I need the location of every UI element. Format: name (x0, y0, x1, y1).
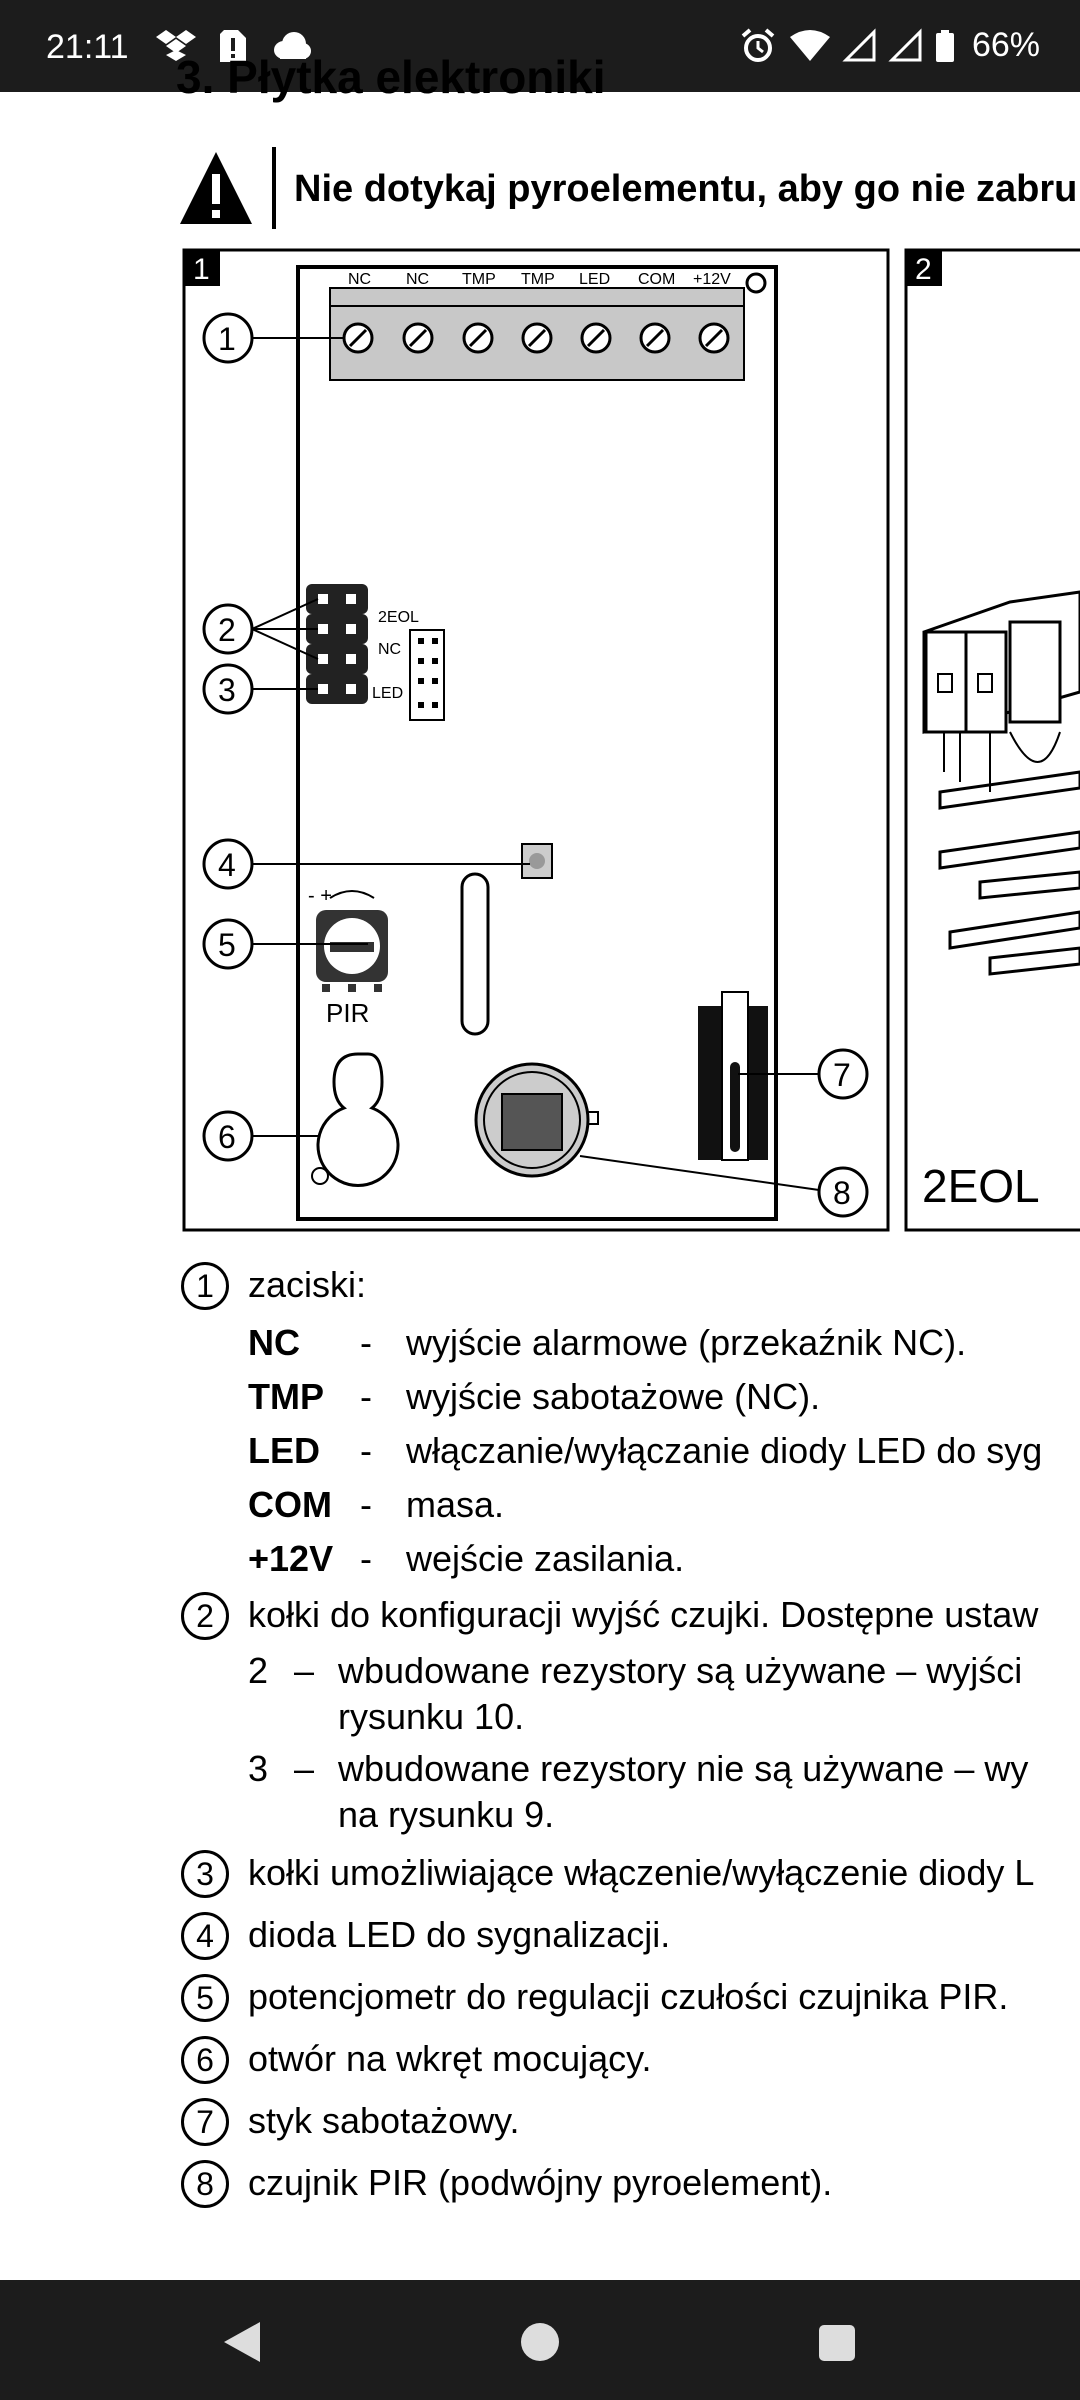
legend-item-led-diode: dioda LED do sygnalizacji. (248, 1914, 671, 1955)
legend-item-pir-sensor: czujnik PIR (podwójny pyroelement). (248, 2162, 833, 2203)
legend-number: 3 (181, 1850, 229, 1898)
terminal-label-nc2: NC (406, 271, 430, 288)
term-com-desc: masa. (406, 1484, 505, 1525)
term-12v: +12V (248, 1538, 334, 1579)
term-dash: - (360, 1376, 372, 1417)
wifi-icon (790, 29, 830, 63)
figure2-label: 2 (915, 253, 932, 286)
section-heading: 3. Płytka elektroniki (176, 51, 606, 103)
terminal-label-tmp1: TMP (462, 271, 496, 288)
jumper-label-nc: NC (378, 641, 402, 658)
figure2-caption: 2EOL (922, 1160, 1040, 1212)
terminal-label-com: COM (638, 271, 676, 288)
terminal-label-tmp2: TMP (521, 271, 555, 288)
callout-2: 2 (218, 612, 236, 648)
figure1-label: 1 (193, 253, 210, 286)
sub-number: 3 (248, 1748, 269, 1789)
back-icon[interactable] (222, 2320, 262, 2364)
sub-dash: – (294, 1748, 315, 1789)
legend-number: 4 (181, 1912, 229, 1960)
term-tmp-desc: wyjście sabotażowe (NC). (406, 1376, 821, 1417)
sub-item-resistors-not-used: wbudowane rezystory nie są używane – wy (338, 1748, 1029, 1789)
callout-3: 3 (218, 672, 236, 708)
warning-text: Nie dotykaj pyroelementu, aby go nie zabru (294, 168, 1078, 210)
term-dash: - (360, 1538, 372, 1579)
callout-8: 8 (833, 1175, 851, 1211)
callout-5: 5 (218, 927, 236, 963)
cell-signal-icon (844, 30, 876, 62)
cell-signal-icon-2 (890, 30, 922, 62)
callout-4: 4 (218, 847, 236, 883)
sub-item-resistors-used: wbudowane rezystory są używane – wyjści (338, 1650, 1023, 1691)
pir-label: PIR (326, 998, 370, 1028)
legend-number: 1 (181, 1262, 229, 1310)
document-page[interactable] (0, 51, 1080, 2280)
circuit-board-figure (0, 92, 1080, 1242)
terminal-label-nc1: NC (348, 271, 372, 288)
callout-7: 7 (833, 1057, 851, 1093)
terminal-label-12v: +12V (693, 271, 731, 288)
sub-item-resistors-not-used-cont: na rysunku 9. (338, 1794, 555, 1835)
recents-icon[interactable] (818, 2324, 856, 2362)
legend-item-tamper: styk sabotażowy. (248, 2100, 520, 2141)
terminal-label-led: LED (579, 271, 611, 288)
legend-number: 6 (181, 2036, 229, 2084)
term-dash: - (360, 1484, 372, 1525)
navigation-bar (0, 2280, 1080, 2400)
term-led-desc: włączanie/wyłączanie diody LED do syg (406, 1430, 1043, 1471)
callout-6: 6 (218, 1119, 236, 1155)
sub-item-resistors-used-cont: rysunku 10. (338, 1696, 525, 1737)
battery-percentage: 66% (971, 26, 1040, 64)
battery-icon (936, 30, 954, 62)
term-nc-desc: wyjście alarmowe (przekaźnik NC). (406, 1322, 967, 1363)
system-icons (740, 26, 1040, 65)
legend-item-led-pins: kołki umożliwiające włączenie/wyłączenie diody L (248, 1852, 1035, 1893)
alarm-icon (740, 28, 776, 64)
home-icon[interactable] (520, 2322, 560, 2362)
legend-item-screw-hole: otwór na wkręt mocujący. (248, 2038, 652, 2079)
term-tmp: TMP (248, 1376, 324, 1417)
pot-scale-label: - + (308, 885, 332, 907)
legend-item-terminals: zaciski: (248, 1264, 367, 1305)
term-dash: - (360, 1322, 372, 1363)
sub-number: 2 (248, 1650, 269, 1691)
legend-number: 7 (181, 2098, 229, 2146)
term-12v-desc: wejście zasilania. (406, 1538, 685, 1579)
term-com: COM (248, 1484, 332, 1525)
term-dash: - (360, 1430, 372, 1471)
legend-number: 8 (181, 2160, 229, 2208)
legend-item-config-pins: kołki do konfiguracji wyjść czujki. Dostępne ustaw (248, 1594, 1039, 1635)
jumper-label-led: LED (372, 685, 404, 702)
legend-number: 2 (181, 1592, 229, 1640)
jumper-label-2eol: 2EOL (378, 609, 419, 626)
callout-1: 1 (218, 321, 236, 357)
status-time: 21:11 (46, 28, 129, 66)
sub-dash: – (294, 1650, 315, 1691)
term-nc: NC (248, 1322, 300, 1363)
legend-number: 5 (181, 1974, 229, 2022)
legend-item-potentiometer: potencjometr do regulacji czułości czujnika PIR. (248, 1976, 1009, 2017)
term-led: LED (248, 1430, 320, 1471)
